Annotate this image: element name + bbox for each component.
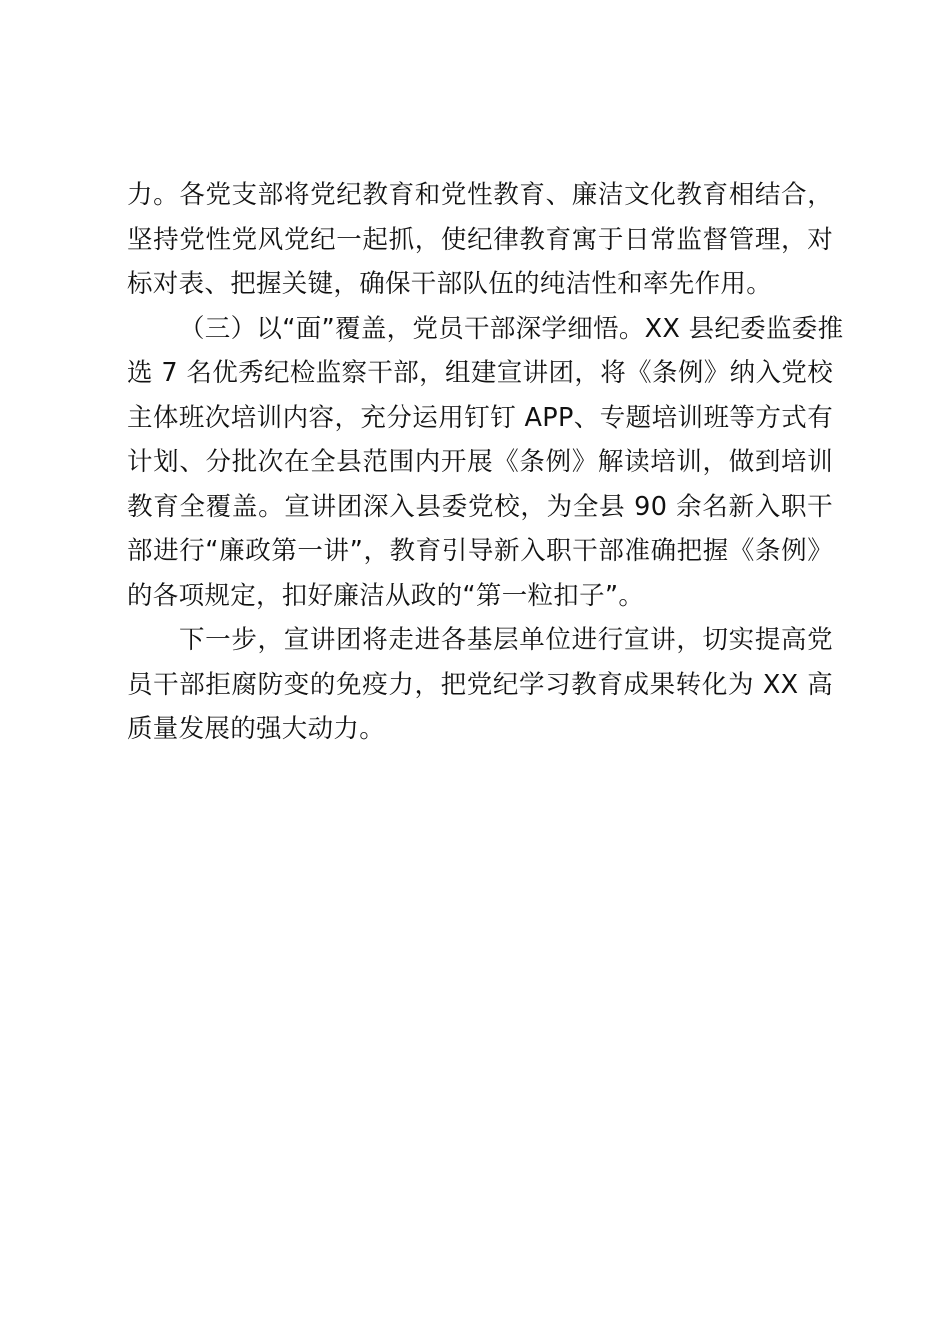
text-line: （三）以“面”覆盖，党员干部深学细悟。XX 县纪委监委推 [179,313,844,344]
text-line: 质量发展的强大动力。 [127,714,386,744]
paragraph-1 [127,173,833,307]
paragraph-2 [127,307,844,619]
text-line: 部进行“廉政第一讲”，教育引导新入职干部准确把握《条例》 [127,536,833,566]
paragraph-3 [127,618,833,752]
text-line: 主体班次培训内容，充分运用钉钉 APP、专题培训班等方式有 [127,402,833,433]
body-text [127,173,844,752]
text-line: 计划、分批次在全县范围内开展《条例》解读培训，做到培训 [127,447,833,477]
text-line: 下一步，宣讲团将走进各基层单位进行宣讲，切实提高党 [179,625,833,655]
text-line: 的各项规定，扣好廉洁从政的“第一粒扣子”。 [127,580,645,611]
text-line: 坚持党性党风党纪一起抓，使纪律教育寓于日常监督管理，对 [127,224,833,255]
text-line: 标对表、把握关键，确保干部队伍的纯洁性和率先作用。 [127,269,773,299]
text-line: 选 7 名优秀纪检监察干部，组建宣讲团，将《条例》纳入党校 [127,358,833,388]
text-line: 教育全覆盖。宣讲团深入县委党校，为全县 90 余名新入职干 [127,491,833,522]
text-line: 员干部拒腐防变的免疫力，把党纪学习教育成果转化为 XX 高 [127,669,833,700]
text-line: 力。各党支部将党纪教育和党性教育、廉洁文化教育相结合， [127,180,833,210]
